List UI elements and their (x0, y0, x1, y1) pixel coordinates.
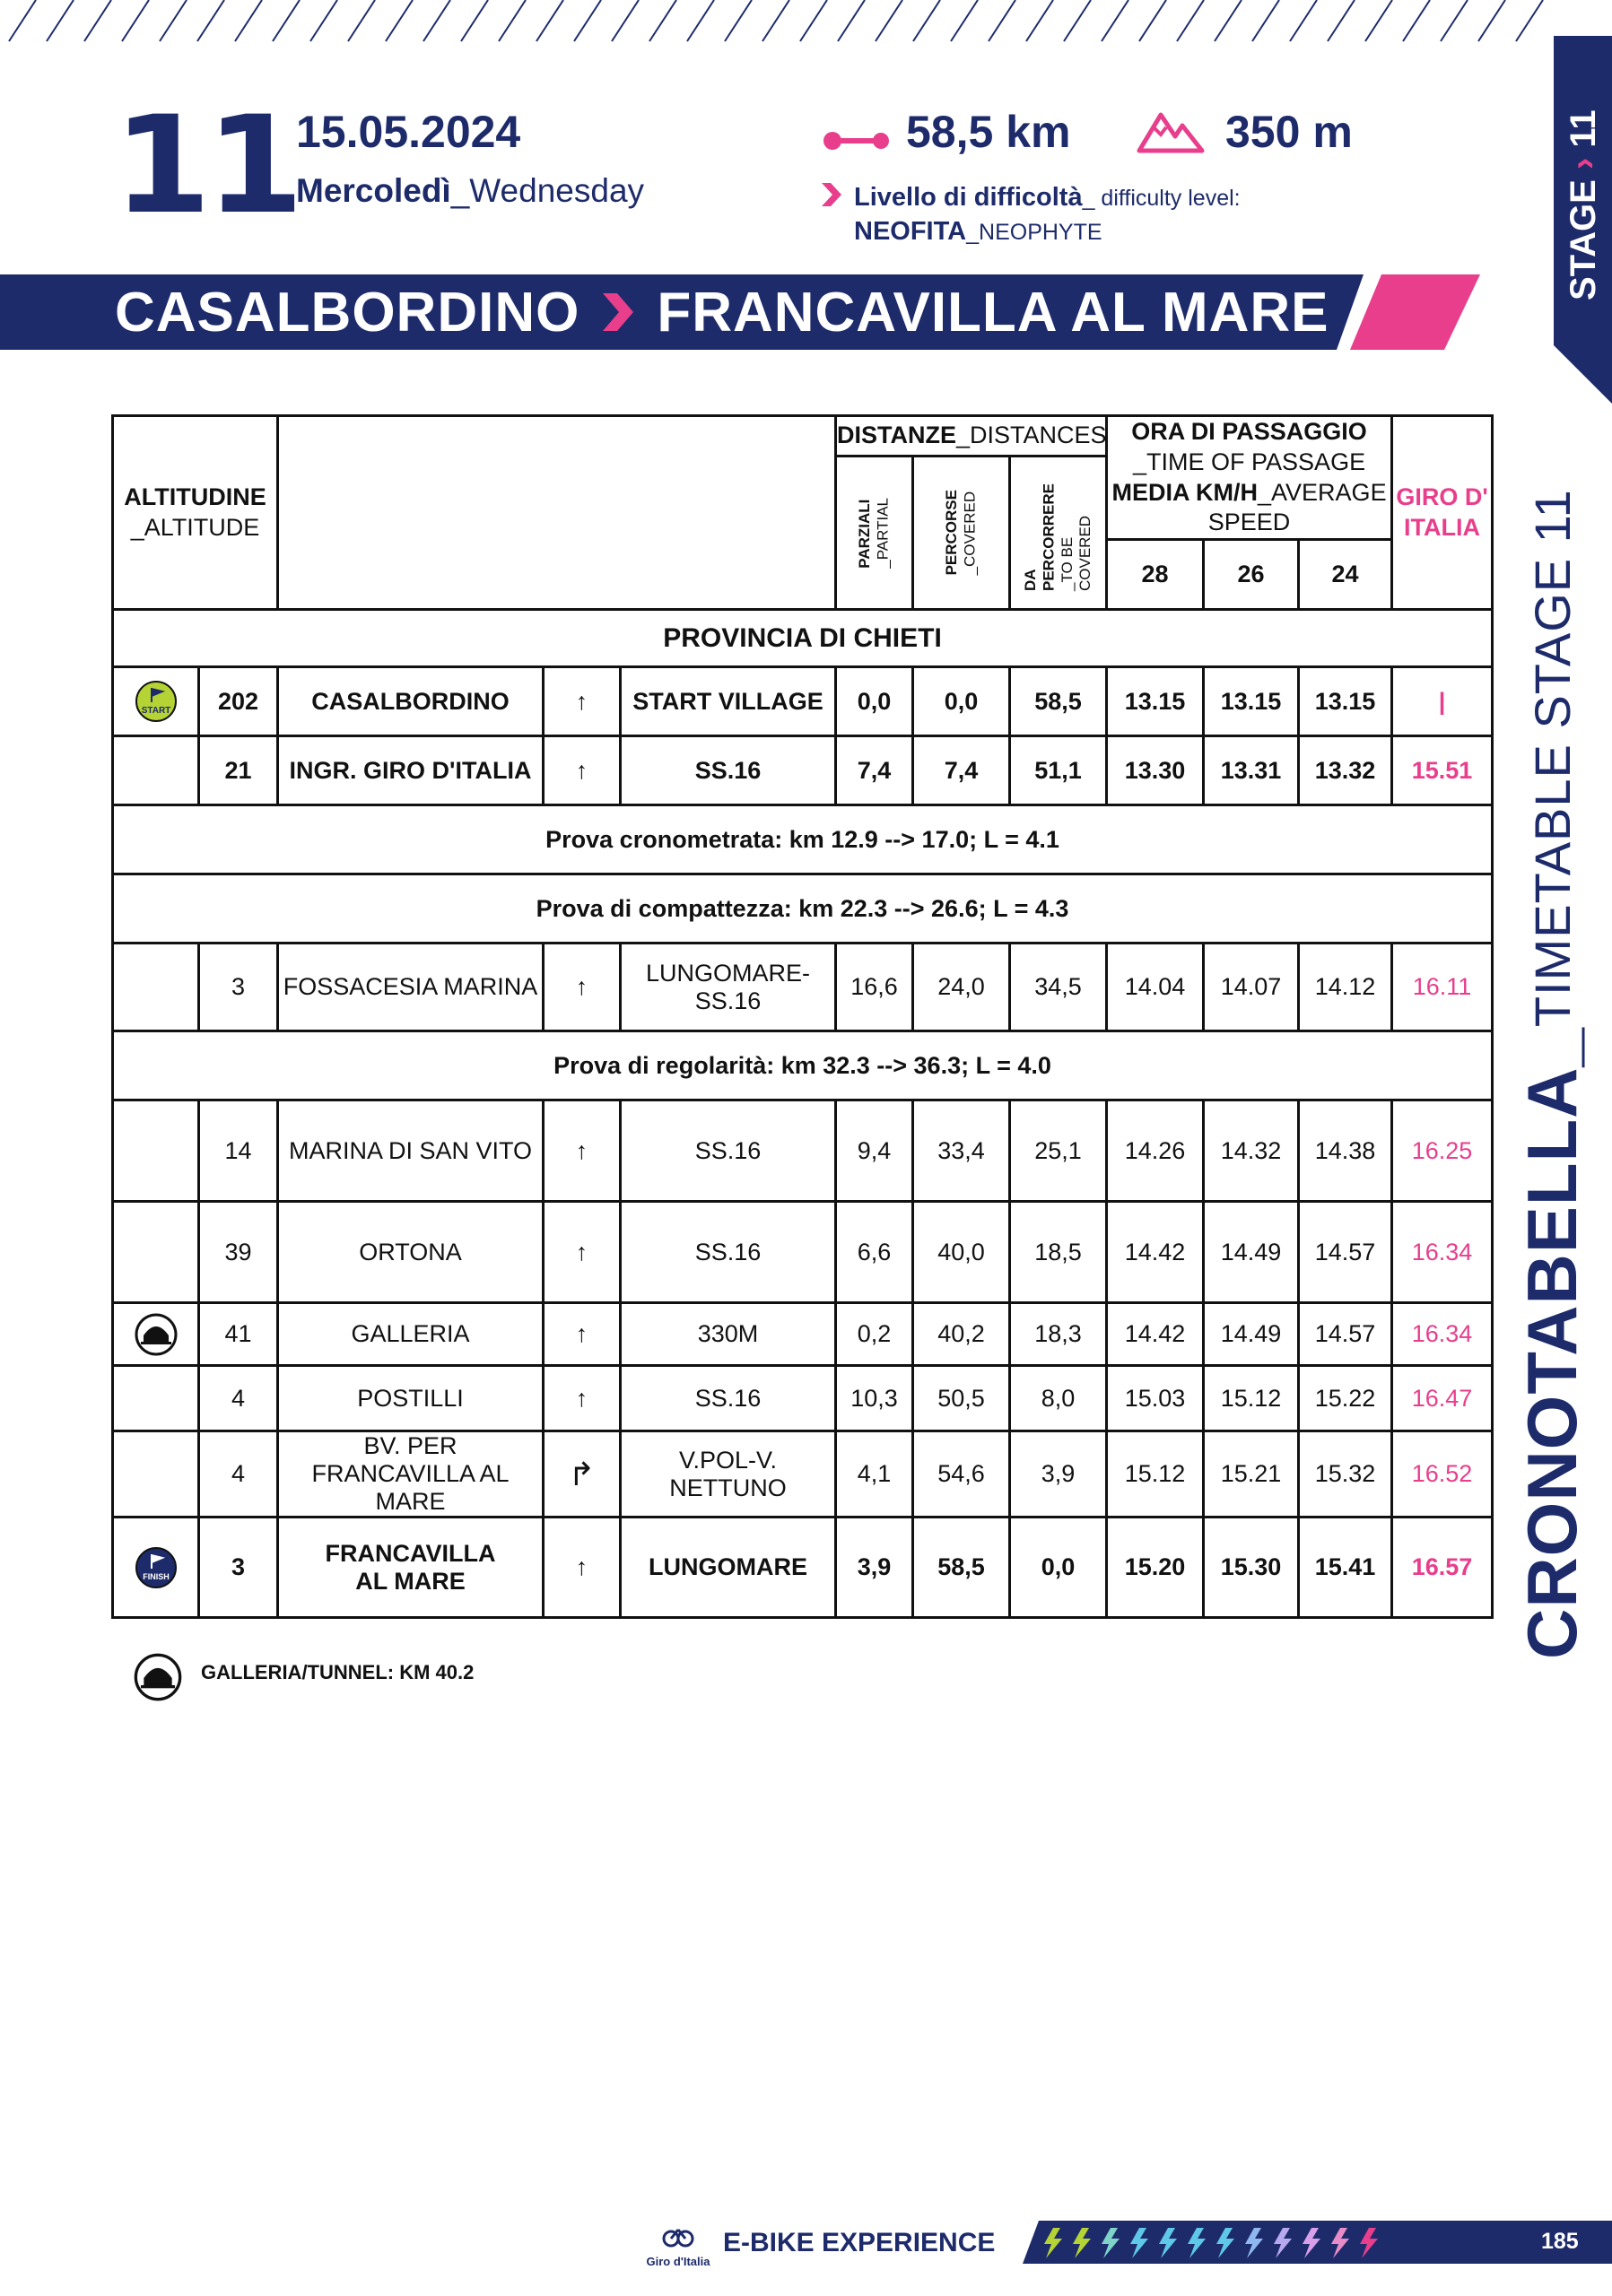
altitude-header-it: ALTITUDINE (124, 483, 266, 510)
route-finish: FRANCAVILLA AL MARE (657, 281, 1329, 344)
time-header-en: _TIME OF PASSAGE (1133, 448, 1366, 475)
cell-giro: | (1392, 667, 1493, 736)
cell-road: SS.16 (621, 1100, 836, 1202)
cell-covered: 0,0 (913, 667, 1010, 736)
cell-partial: 0,2 (836, 1303, 913, 1366)
cell-remaining: 51,1 (1010, 736, 1107, 805)
cell-place: POSTILLI (278, 1366, 544, 1431)
cell-icon-empty (113, 736, 199, 805)
cell-time-28: 14.26 (1107, 1100, 1204, 1202)
cell-road: SS.16 (621, 736, 836, 805)
cell-time-24: 14.38 (1299, 1100, 1392, 1202)
weekday-en: _Wednesday (450, 172, 645, 209)
table-row (113, 1366, 1493, 1431)
speed-header-en: _AVERAGE SPEED (1207, 478, 1387, 536)
distances-header-it: DISTANZE (837, 422, 957, 449)
section-regularity: Prova di regolarità: km 32.3 --> 36.3; L = 4.0 (113, 1031, 1493, 1100)
cell-time-24: 15.41 (1299, 1518, 1392, 1618)
giro-header (1392, 416, 1493, 610)
cell-remaining: 3,9 (1010, 1431, 1107, 1518)
direction-straight-icon: ↑ (544, 667, 621, 736)
cell-time-28: 15.03 (1107, 1366, 1204, 1431)
cell-remaining: 0,0 (1010, 1518, 1107, 1618)
direction-turn-right-icon: ↱ (544, 1431, 621, 1518)
cell-icon-empty (113, 1431, 199, 1518)
speed-26: 26 (1204, 540, 1299, 610)
cell-giro: 16.25 (1392, 1100, 1493, 1202)
direction-straight-icon: ↑ (544, 1518, 621, 1618)
cell-road: LUNGOMARE-SS.16 (621, 944, 836, 1031)
stage-tab-word: STAGE (1564, 170, 1603, 300)
cell-place: MARINA DI SAN VITO (278, 1100, 544, 1202)
start-icon-label: START (141, 706, 170, 716)
cell-time-24: 14.57 (1299, 1202, 1392, 1303)
cell-road: SS.16 (621, 1202, 836, 1303)
cell-giro: 16.47 (1392, 1366, 1493, 1431)
cell-remaining: 8,0 (1010, 1366, 1107, 1431)
difficulty-label-it: Livello di difficoltà (854, 183, 1083, 212)
cell-remaining: 18,5 (1010, 1202, 1107, 1303)
cell-partial: 0,0 (836, 667, 913, 736)
partial-header (836, 457, 913, 610)
start-icon (113, 667, 199, 736)
direction-straight-icon: ↑ (544, 1100, 621, 1202)
cell-partial: 10,3 (836, 1366, 913, 1431)
finish-icon (113, 1518, 199, 1618)
covered-header-it: PERCORSE (943, 490, 961, 576)
table-row (113, 1303, 1493, 1366)
cell-giro: 16.57 (1392, 1518, 1493, 1618)
covered-header-en: _COVERED (961, 491, 979, 576)
cell-partial: 7,4 (836, 736, 913, 805)
cell-time-24: 14.12 (1299, 944, 1392, 1031)
cell-partial: 4,1 (836, 1431, 913, 1518)
stage-distance: 58,5 km (906, 107, 1071, 157)
cell-place: CASALBORDINO (278, 667, 544, 736)
difficulty-value-en: _NEOPHYTE (966, 219, 1102, 245)
direction-straight-icon: ↑ (544, 736, 621, 805)
section-compactness: Prova di compattezza: km 22.3 --> 26.6; L = 4.3 (113, 874, 1493, 944)
place-header (278, 416, 836, 610)
speed-28: 28 (1107, 540, 1204, 610)
cell-altitude: 14 (199, 1100, 278, 1202)
cell-altitude: 39 (199, 1202, 278, 1303)
chevron-right-icon (820, 181, 843, 208)
cell-altitude: 3 (199, 1518, 278, 1618)
distance-icon (822, 127, 892, 154)
cell-place: FRANCAVILLA AL MARE (278, 1518, 544, 1618)
side-title (1512, 489, 1591, 1659)
cell-altitude: 3 (199, 944, 278, 1031)
partial-header-en: _PARTIAL (874, 497, 892, 569)
side-title-bold: CRONOTABELLA_ (1512, 1027, 1591, 1659)
chevron-right-icon (601, 291, 635, 333)
altitude-header (113, 416, 278, 610)
cell-covered: 33,4 (913, 1100, 1010, 1202)
speed-header-it: MEDIA KM/H (1111, 478, 1259, 506)
cell-giro: 16.52 (1392, 1431, 1493, 1518)
cell-covered: 58,5 (913, 1518, 1010, 1618)
cell-remaining: 58,5 (1010, 667, 1107, 736)
to-cover-header-it: DA PERCORRERE (1021, 483, 1058, 591)
time-header-it: ORA DI PASSAGGIO (1131, 418, 1367, 445)
distances-header (836, 416, 1107, 457)
tunnel-legend: GALLERIA/TUNNEL: KM 40.2 (201, 1661, 475, 1683)
difficulty-value-it: NEOFITA (854, 216, 967, 246)
page-number: 185 (1541, 2229, 1579, 2254)
cell-road: V.POL-V. NETTUNO (621, 1431, 836, 1518)
cell-covered: 24,0 (913, 944, 1010, 1031)
cell-covered: 50,5 (913, 1366, 1010, 1431)
chevron-right-icon: › (1564, 157, 1603, 170)
cell-place: GALLERIA (278, 1303, 544, 1366)
cell-giro: 15.51 (1392, 736, 1493, 805)
tunnel-icon (133, 1652, 183, 1702)
stage-tab-label (1559, 54, 1606, 314)
table-row (113, 1431, 1493, 1518)
cell-altitude: 4 (199, 1431, 278, 1518)
cell-time-24: 15.32 (1299, 1431, 1392, 1518)
stage-weekday (296, 172, 644, 210)
weekday-it: Mercoledì (296, 172, 451, 209)
cell-time-26: 13.31 (1204, 736, 1299, 805)
time-of-passage-header (1107, 416, 1392, 540)
cell-covered: 7,4 (913, 736, 1010, 805)
altitude-header-en: _ALTITUDE (130, 513, 260, 541)
covered-header (913, 457, 1010, 610)
section-timed-trial: Prova cronometrata: km 12.9 --> 17.0; L = 4.1 (113, 805, 1493, 874)
cell-partial: 9,4 (836, 1100, 913, 1202)
cell-partial: 3,9 (836, 1518, 913, 1618)
cell-icon-empty (113, 1100, 199, 1202)
cell-time-28: 13.15 (1107, 667, 1204, 736)
cell-remaining: 34,5 (1010, 944, 1107, 1031)
to-cover-header-en: _TO BE COVERED (1058, 515, 1094, 591)
cell-road: LUNGOMARE (621, 1518, 836, 1618)
route-title (115, 280, 1329, 344)
cell-time-26: 14.49 (1204, 1202, 1299, 1303)
tunnel-icon (113, 1303, 199, 1366)
direction-straight-icon: ↑ (544, 944, 621, 1031)
cell-time-26: 15.12 (1204, 1366, 1299, 1431)
cell-altitude: 41 (199, 1303, 278, 1366)
cell-time-24: 15.22 (1299, 1366, 1392, 1431)
table-row (113, 1202, 1493, 1303)
cell-icon-empty (113, 1366, 199, 1431)
to-cover-header (1010, 457, 1107, 610)
giro-header-label: GIRO D' ITALIA (1396, 483, 1488, 541)
province-row: PROVINCIA DI CHIETI (113, 610, 1493, 667)
stage-tab-number: 11 (1564, 109, 1603, 158)
table-row (113, 736, 1493, 805)
cell-partial: 6,6 (836, 1202, 913, 1303)
cell-time-26: 14.32 (1204, 1100, 1299, 1202)
cell-time-26: 14.07 (1204, 944, 1299, 1031)
giro-logo-icon (646, 2226, 710, 2269)
direction-straight-icon: ↑ (544, 1303, 621, 1366)
stage-date: 15.05.2024 (296, 107, 521, 157)
cell-time-28: 14.42 (1107, 1202, 1204, 1303)
difficulty-level (854, 181, 1241, 248)
cell-altitude: 4 (199, 1366, 278, 1431)
table-row (113, 944, 1493, 1031)
speed-24: 24 (1299, 540, 1392, 610)
table-row (113, 1100, 1493, 1202)
cell-altitude: 21 (199, 736, 278, 805)
cell-giro: 16.34 (1392, 1303, 1493, 1366)
table-row (113, 1518, 1493, 1618)
cell-time-26: 14.49 (1204, 1303, 1299, 1366)
cell-covered: 40,0 (913, 1202, 1010, 1303)
direction-straight-icon: ↑ (544, 1202, 621, 1303)
timetable (111, 414, 1494, 1619)
cell-road: SS.16 (621, 1366, 836, 1431)
finish-icon-label: FINISH (142, 1571, 170, 1581)
route-start: CASALBORDINO (115, 281, 580, 344)
cell-remaining: 25,1 (1010, 1100, 1107, 1202)
cell-time-28: 15.20 (1107, 1518, 1204, 1618)
stage-elevation: 350 m (1225, 107, 1353, 157)
cell-partial: 16,6 (836, 944, 913, 1031)
partial-header-it: PARZIALI (856, 499, 874, 569)
cell-time-28: 15.12 (1107, 1431, 1204, 1518)
footer-brand: E-BIKE EXPERIENCE (723, 2228, 996, 2257)
cell-time-24: 13.15 (1299, 667, 1392, 736)
cell-giro: 16.11 (1392, 944, 1493, 1031)
cell-icon-empty (113, 1202, 199, 1303)
cell-remaining: 18,3 (1010, 1303, 1107, 1366)
cell-place: INGR. GIRO D'ITALIA (278, 736, 544, 805)
side-title-light: TIMETABLE STAGE 11 (1523, 489, 1581, 1028)
cell-altitude: 202 (199, 667, 278, 736)
cell-time-24: 14.57 (1299, 1303, 1392, 1366)
distances-header-en: _DISTANCES (956, 422, 1107, 449)
cell-covered: 40,2 (913, 1303, 1010, 1366)
cell-icon-empty (113, 944, 199, 1031)
cell-time-24: 13.32 (1299, 736, 1392, 805)
direction-straight-icon: ↑ (544, 1366, 621, 1431)
svg-text:STAGE › 11 (1564, 109, 1603, 300)
difficulty-label-en: _ difficulty level: (1082, 186, 1241, 211)
cell-road: START VILLAGE (621, 667, 836, 736)
top-diagonal-stripes (0, 0, 1552, 41)
cell-place: FOSSACESIA MARINA (278, 944, 544, 1031)
cell-time-28: 13.30 (1107, 736, 1204, 805)
footer-lightning-bar (1023, 2221, 1612, 2264)
cell-time-28: 14.04 (1107, 944, 1204, 1031)
cell-place: BV. PER FRANCAVILLA AL MARE (278, 1431, 544, 1518)
cell-time-26: 13.15 (1204, 667, 1299, 736)
table-row (113, 667, 1493, 736)
cell-giro: 16.34 (1392, 1202, 1493, 1303)
cell-time-26: 15.21 (1204, 1431, 1299, 1518)
cell-place: ORTONA (278, 1202, 544, 1303)
cell-road: 330M (621, 1303, 836, 1366)
cell-time-28: 14.42 (1107, 1303, 1204, 1366)
cell-time-26: 15.30 (1204, 1518, 1299, 1618)
stage-number: 11 (113, 88, 299, 244)
giro-logo-text: Giro d'Italia (646, 2255, 710, 2268)
cell-covered: 54,6 (913, 1431, 1010, 1518)
elevation-mountain-icon (1137, 109, 1204, 152)
